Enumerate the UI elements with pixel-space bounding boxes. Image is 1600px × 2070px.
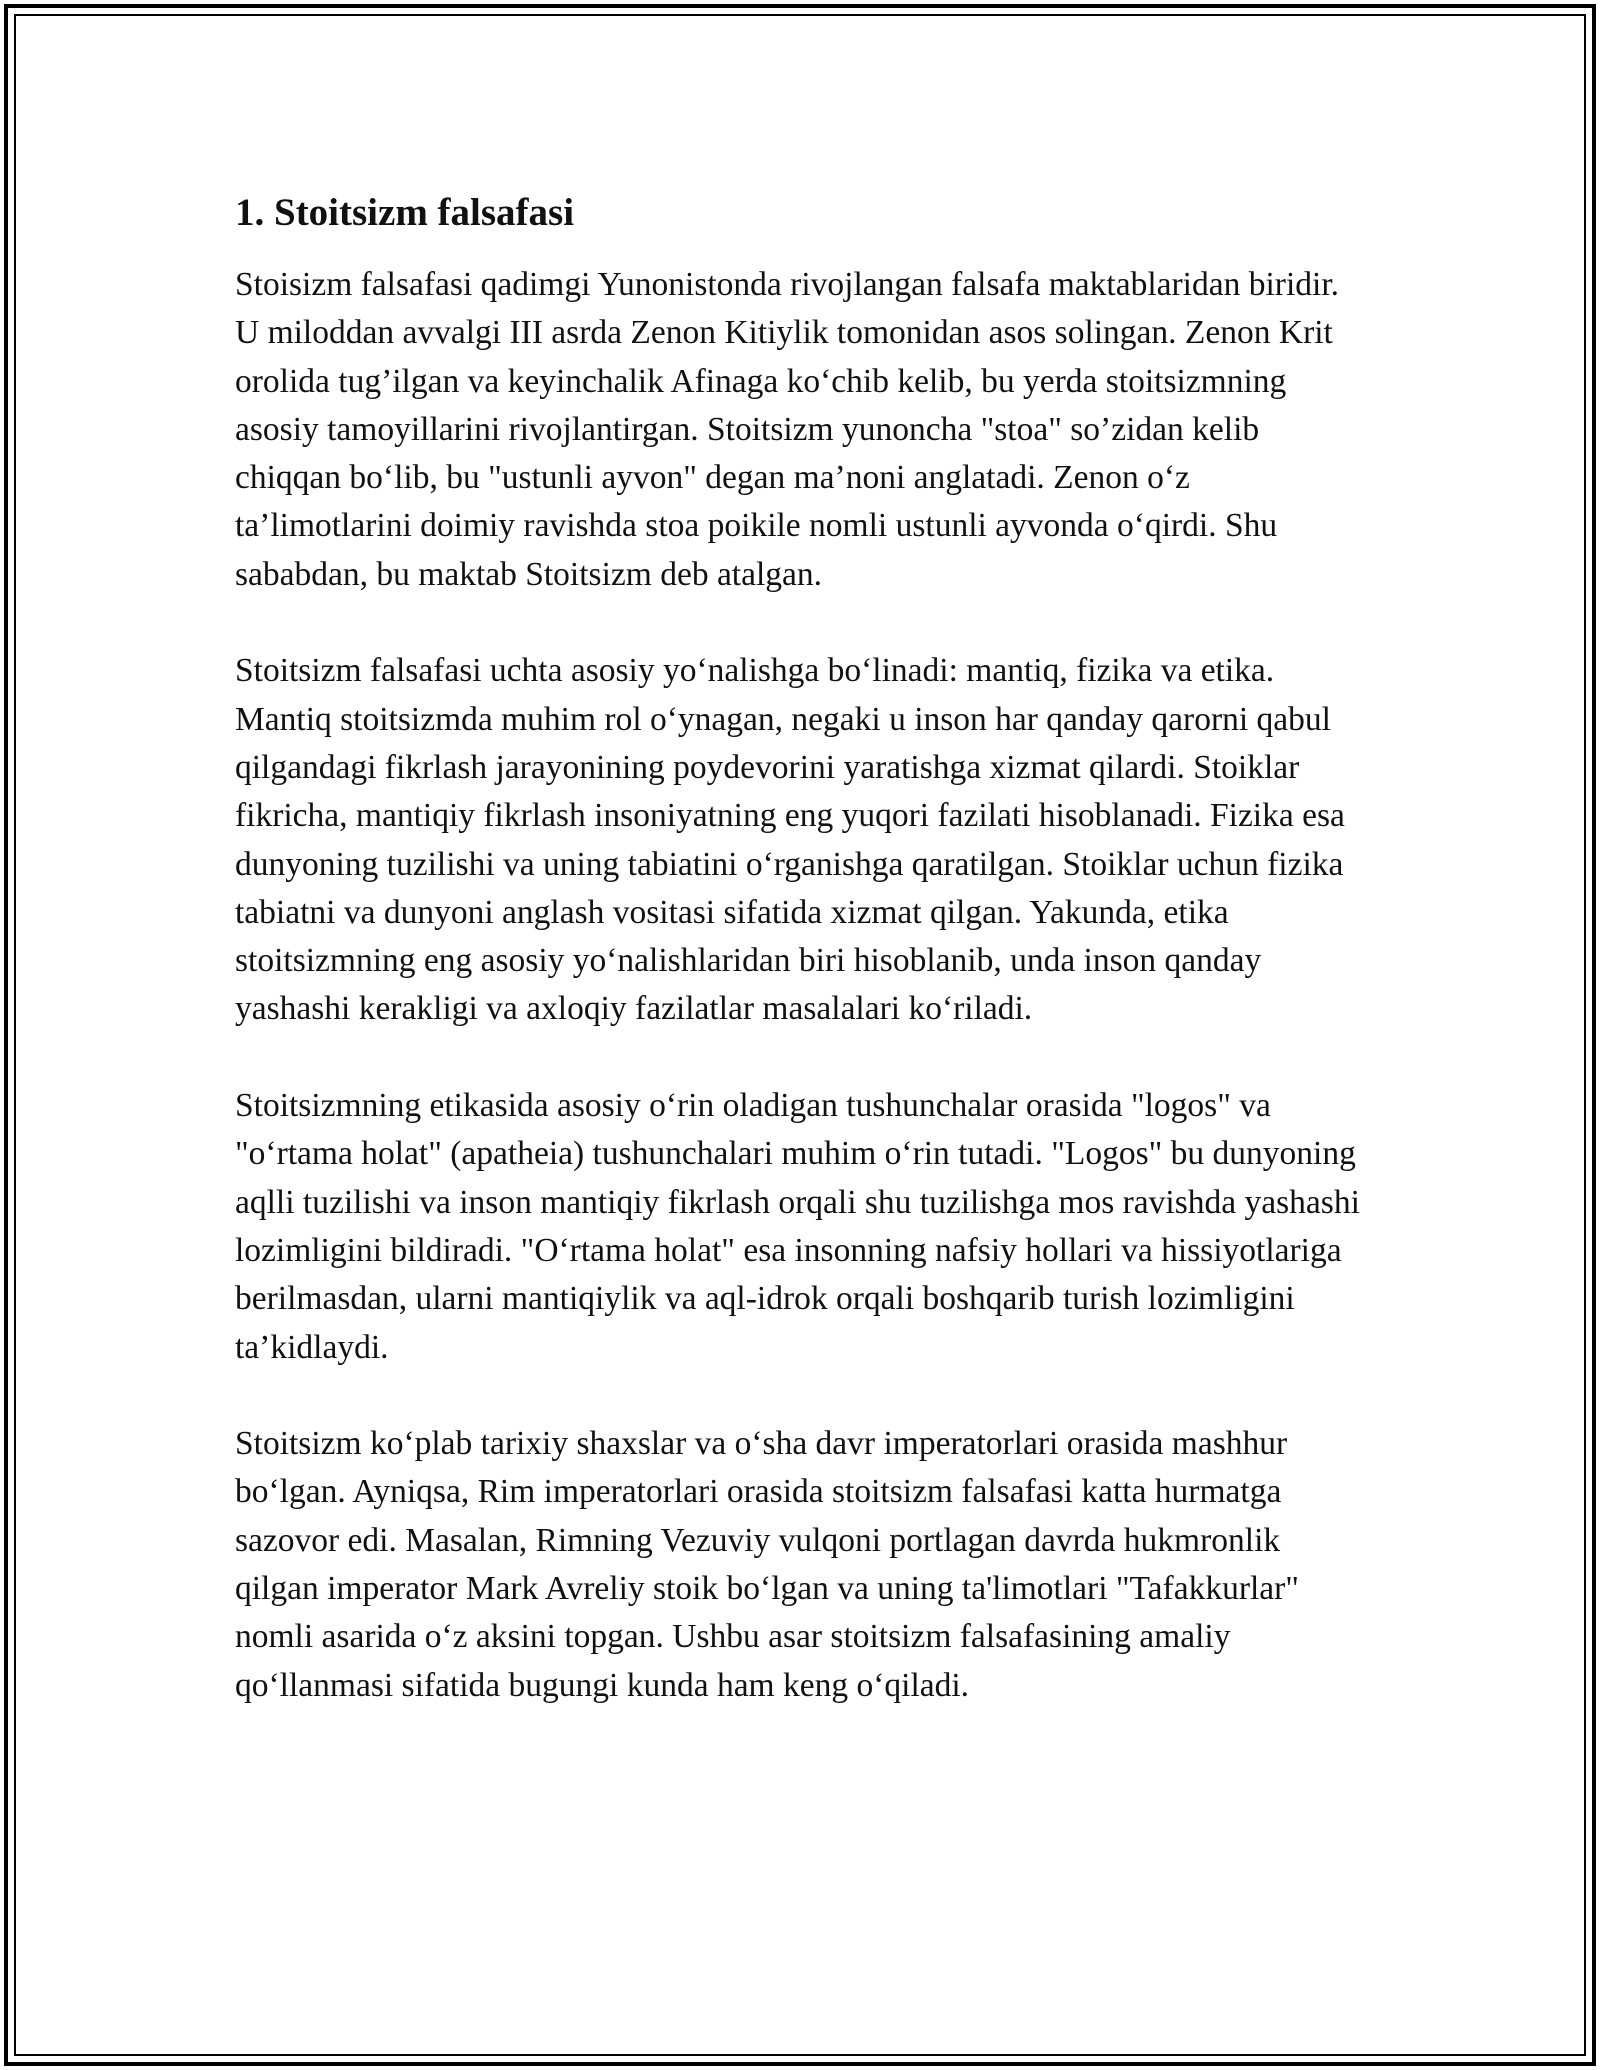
section-heading: 1. Stoitsizm falsafasi xyxy=(235,191,575,234)
paragraph-origin: Stoisizm falsafasi qadimgi Yunonistonda rivojlangan falsafa maktablaridan biridir. U miloddan avvalgi III asrda Zenon Kitiylik tomonidan asos solingan. Zenon Krit orolida tug’ilgan va keyinchalik Afinaga ko‘chib kelib, bu yerda stoitsizmning asosiy tamoyillarini rivojlantirgan. Stoitsizm yunoncha "stoa" so’zidan kelib chiqqan bo‘lib, bu "ustunli ayvon" degan ma’noni anglatadi. Zenon o‘z ta’limotlarini doimiy ravishda stoa poikile nomli ustunli ayvonda o‘qirdi. Shu sababdan, bu maktab Stoitsizm deb atalgan. xyxy=(235,266,1339,593)
paragraph-history: Stoitsizm ko‘plab tarixiy shaxslar va o‘sha davr imperatorlari orasida mashhur bo‘lgan. Ayniqsa, Rim imperatorlari orasida stoitsizm falsafasi katta hurmatga sazovor edi. Masalan, Rimning Vezuviy vulqoni portlagan davrda hukmronlik qilgan imperator Mark Avreliy stoik bo‘lgan va uning ta'limotlari "Tafakkurlar" nomli asarida o‘z aksini topgan. Ushbu asar stoitsizm falsafasining amaliy qo‘llanmasi sifatida bugungi kunda ham keng o‘qiladi. xyxy=(235,1425,1299,1704)
paragraph-ethics: Stoitsizmning etikasida asosiy o‘rin oladigan tushunchalar orasida "logos" va "o‘rtama holat" (apatheia) tushunchalari muhim o‘rin tutadi. "Logos" bu dunyoning aqlli tuzilishi va inson mantiqiy fikrlash orqali shu tuzilishga mos ravishda yashashi lozimligini bildiradi. "O‘rtama holat" esa insonning nafsiy hollari va hissiyotlariga berilmasdan, ularni mantiqiylik va aql-idrok orqali boshqarib turish lozimligini ta’kidlaydi. xyxy=(235,1087,1360,1366)
document-body xyxy=(235,185,1370,1758)
paragraph-branches: Stoitsizm falsafasi uchta asosiy yo‘nalishga bo‘linadi: mantiq, fizika va etika. Mantiq stoitsizmda muhim rol o‘ynagan, negaki u inson har qanday qarorni qabul qilgandagi fikrlash jarayonining poydevorini yaratishga xizmat qilardi. Stoiklar fikricha, mantiqiy fikrlash insoniyatning eng yuqori fazilati hisoblanadi. Fizika esa dunyoning tuzilishi va uning tabiatini o‘rganishga qaratilgan. Stoiklar uchun fizika tabiatni va dunyoni anglash vositasi sifatida xizmat qilgan. Yakunda, etika stoitsizmning eng asosiy yo‘nalishlaridan biri hisoblanib, unda inson qanday yashashi kerakligi va axloqiy fazilatlar masalalari ko‘riladi. xyxy=(235,652,1345,1028)
